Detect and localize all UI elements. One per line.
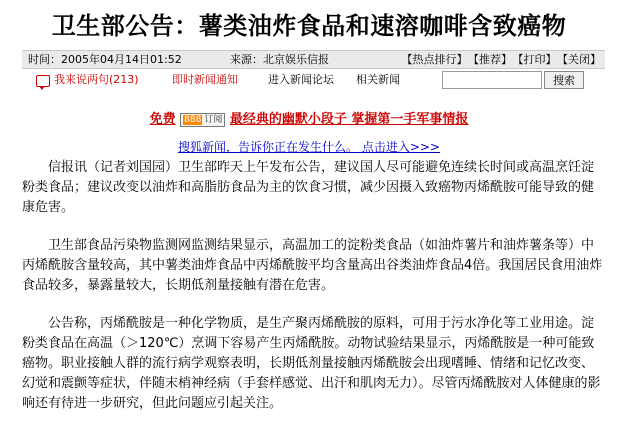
sohu-news-link[interactable]: 搜狐新闻，告诉你正在发生什么。 点击进入>>> bbox=[178, 140, 440, 154]
publish-time: 时间：2005年04月14日01:52 bbox=[28, 53, 182, 66]
subscribe-badge[interactable] bbox=[180, 113, 225, 127]
article-source: 来源：北京娱乐信报 bbox=[230, 53, 329, 66]
promo-banner bbox=[0, 108, 618, 127]
news-forum-link[interactable]: 进入新闻论坛 bbox=[268, 73, 334, 86]
article-paragraph: 公告称，丙烯酰胺是一种化学物质，是生产聚丙烯酰胺的原料，可用于污水净化等工业用途。淀粉类食品在高温（＞120℃）烹调下容易产生丙烯酰胺。动物试验结果显示，丙烯酰胺是一种可能致癌物。职业接触人群的流行病学观察表明，长期低剂量接触丙烯酰胺会出现嗜睡、情绪和记忆改变、幻觉和震颤等症状，伴随末梢神经病（手套样感觉、出汗和肌肉无力）。尽管丙烯酰胺对人体健康的影响还有待进一步研究，但此问题应引起关注。 bbox=[22, 316, 601, 411]
promo-link[interactable]: 最经典的幽默小段子 掌握第一手军事情报 bbox=[229, 112, 469, 127]
print-link[interactable]: 【打印】 bbox=[518, 53, 557, 66]
close-link[interactable]: 【关闭】 bbox=[562, 53, 601, 66]
related-news-link[interactable]: 相关新闻 bbox=[356, 73, 400, 86]
article-title: 卫生部公告：薯类油炸食品和速溶咖啡含致癌物 bbox=[51, 12, 567, 40]
article-paragraph: 卫生部食品污染物监测网监测结果显示，高温加工的淀粉类食品（如油炸薯片和油炸薯条等）中丙烯酰胺含量较高，其中薯类油炸食品中丙烯酰胺平均含量高出谷类油炸食品4倍。我国居民食用油炸食品较多，暴露量较大，长期低剂量接触有潜在危害。 bbox=[22, 238, 603, 293]
news-notify-link[interactable]: 即时新闻通知 bbox=[172, 73, 238, 86]
toolbar-links bbox=[396, 51, 602, 68]
subscribe-badge-label: 订阅 bbox=[204, 114, 223, 125]
comment-link[interactable]: 我来说两句(213) bbox=[54, 73, 139, 86]
recommend-link[interactable]: 【推荐】 bbox=[473, 53, 512, 66]
search-button[interactable]: 搜索 bbox=[544, 71, 584, 89]
meta-bar bbox=[22, 50, 605, 69]
subscribe-badge-number: 888 bbox=[184, 114, 202, 125]
nav-row bbox=[22, 71, 605, 91]
article-body bbox=[22, 158, 605, 432]
article-paragraph: 信报讯（记者刘国园）卫生部昨天上午发布公告，建议国人尽可能避免连续长时间或高温烹饪淀粉类食品；建议改变以油炸和高脂肪食品为主的饮食习惯，减少因摄入致癌物丙烯酰胺可能导致的健康危害。 bbox=[22, 160, 595, 215]
hot-ranking-link[interactable]: 【热点排行】 bbox=[401, 53, 468, 66]
search-input[interactable] bbox=[442, 71, 542, 89]
promo-free-link[interactable]: 免费 bbox=[149, 112, 176, 127]
speech-bubble-icon bbox=[36, 75, 50, 87]
